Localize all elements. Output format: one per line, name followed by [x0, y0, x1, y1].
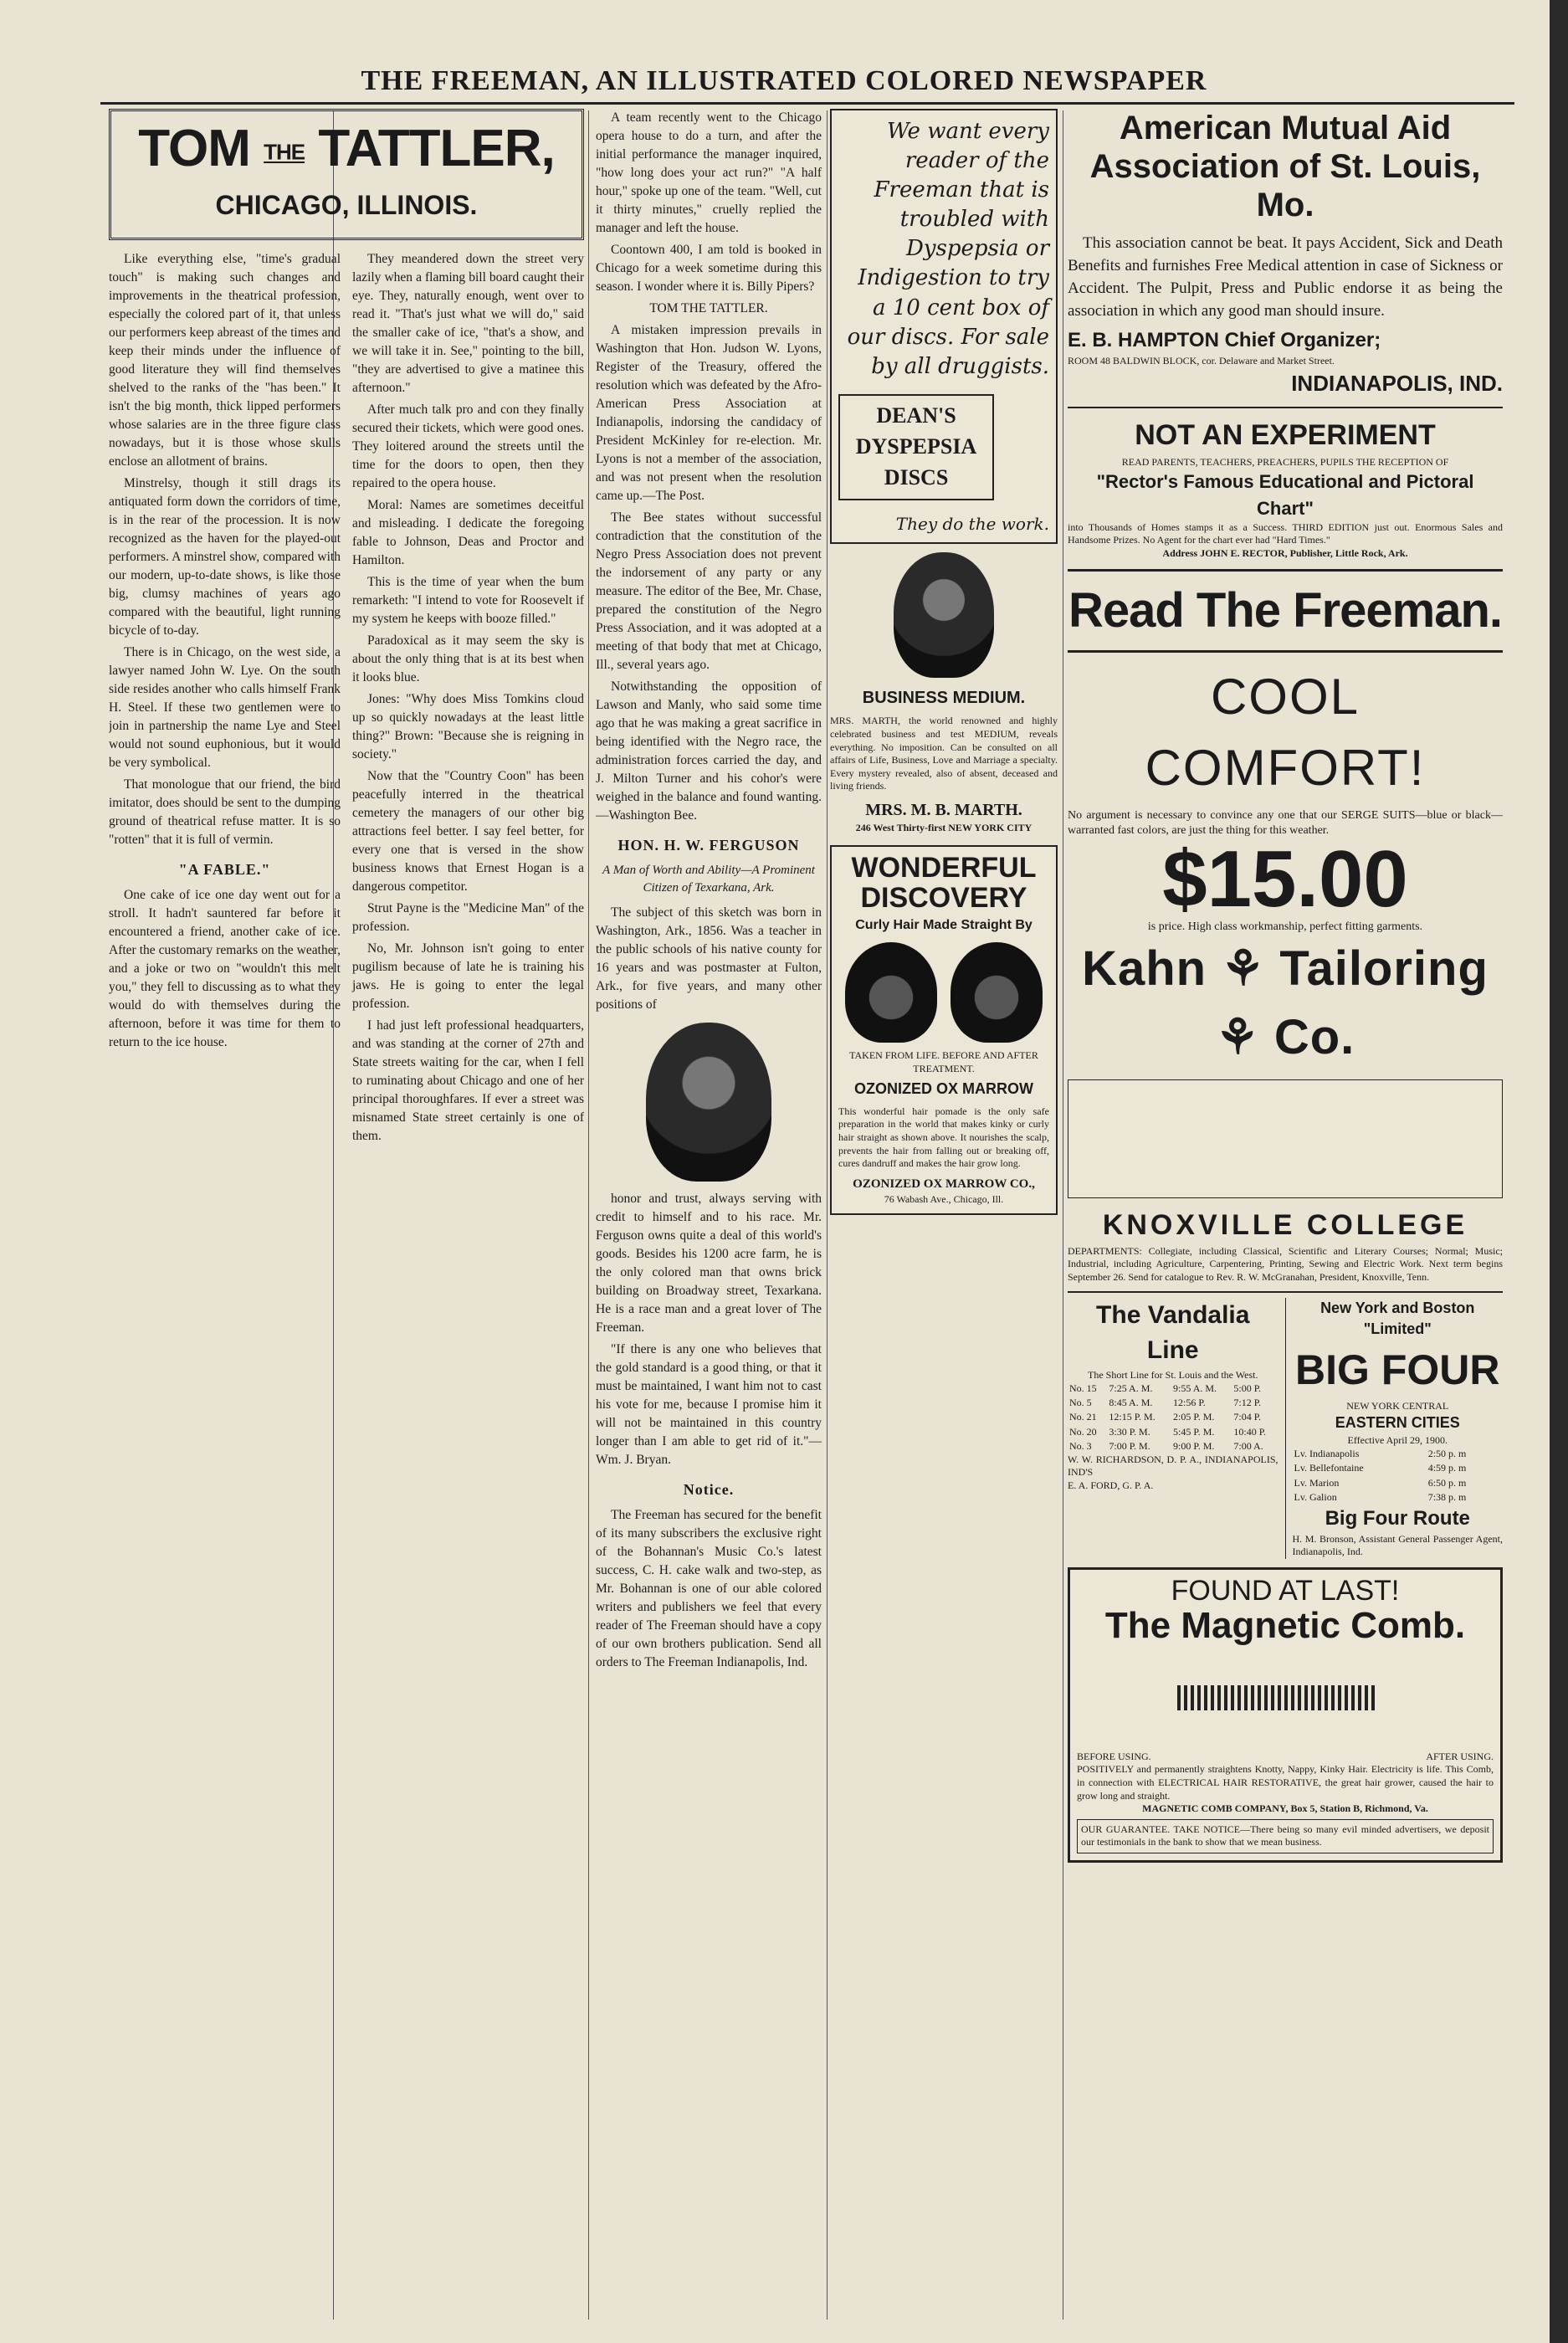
timetable-cell: No. 20	[1069, 1425, 1097, 1438]
right-ads-column	[1068, 109, 1503, 2326]
hampton-name: E. B. HAMPTON Chief Organizer;	[1068, 328, 1381, 351]
ozonized-company: OZONIZED OX MARROW CO.,	[853, 1177, 1035, 1191]
cool-comfort: COOL COMFORT!	[1145, 668, 1426, 797]
timetable-cell: 7:04 P.	[1233, 1411, 1262, 1423]
timetable-cell: Lv. Galion	[1294, 1490, 1337, 1503]
timetable-cell: No. 3	[1069, 1439, 1092, 1452]
timetable-cell: Lv. Marion	[1294, 1476, 1340, 1489]
notice-heading: Notice.	[683, 1481, 735, 1499]
signature: TOM THE TATTLER.	[649, 301, 768, 315]
timetable-row	[1293, 1447, 1504, 1461]
timetable-row	[1068, 1425, 1278, 1439]
column-divider	[827, 110, 828, 2320]
paragraph: Now that the "Country Coon" has been peacefully interred in the theatrical cemetery the managers of our other big attractions feel better. I say feel better, for every one that is versed in the show business knows that Ernest Hogan is a dangerous competitor.	[352, 769, 584, 895]
marth-name: MRS. M. B. MARTH.	[865, 800, 1022, 819]
timetable-row	[1068, 1439, 1278, 1453]
timetable-cell: 7:38 p. m	[1427, 1490, 1467, 1503]
medium-title: BUSINESS MEDIUM.	[862, 689, 1026, 707]
timetable-cell: No. 5	[1069, 1397, 1092, 1409]
vandalia-gpa: E. A. FORD, G. P. A.	[1068, 1479, 1154, 1491]
timetable-row	[1293, 1490, 1504, 1505]
timetable-cell: Lv. Bellefontaine	[1294, 1462, 1364, 1474]
amaa-text: This association cannot be beat. It pays Accident, Sick and Death Benefits and furnishes Free Medical attention in case of Sickness or Accident. The Pulpit, Press and Public endorse it as being the association in which any good man should insure.	[1068, 234, 1503, 320]
medium-portrait	[894, 552, 994, 678]
timetable-cell: 9:55 A. M.	[1173, 1382, 1217, 1395]
paragraph: Like everything else, "time's gradual touch" is making such changes and improvements in the theatrical profession, especially the colored part of it, that unless our performers keep abreast of the times and keep their minds under the influence of good literature they will find themselves shelved to the ranks of the "has been." It isn't the big month, thick lipped performers whose salaries are in the three figure class nowadays, but it is those whose skulls enclose an allotment of brains.	[109, 252, 341, 469]
knoxville-text: DEPARTMENTS: Collegiate, including Classical, Scientific and Literary Courses; Normal; Music; Industrial, including Agriculture, Carpentering, Printing, Sewing and Electric Work. Next term begins September 26. Send for catalogue to Rev. R. W. McGranahan, President, Knoxville, Tenn.	[1068, 1244, 1503, 1284]
big-four-east: EASTERN CITIES	[1335, 1414, 1460, 1432]
timetable-cell: 6:50 p. m	[1427, 1476, 1467, 1489]
ozonized-text: This wonderful hair pomade is the only safe preparation in the world that makes kinky or curly hair straight as shown above. It nourishes the scalp, prevents the hair from falling out or breaking off, cures dandruff and makes the hair grow long.	[838, 1105, 1049, 1170]
big-four-nyc: NEW YORK CENTRAL	[1346, 1399, 1449, 1412]
paragraph: A mistaken impression prevails in Washington that Hon. Judson W. Lyons, Register of the Treasury, offered the resolution which was defeated by the Afro-American Press Association at Indianapolis, indorsing the candidacy of President McKinley for re-election. Mr. Lyons is not a member of the association, and was not present when the resolution came up.—The Post.	[596, 323, 822, 503]
kahn-tailoring: Kahn ⚘ Tailoring ⚘ Co.	[1082, 941, 1489, 1065]
paragraph: Moral: Names are sometimes deceitful and misleading. I dedicate the foregoing fable to Johnson, Deas and Proctor and Hamilton.	[352, 498, 584, 568]
comb-company: MAGNETIC COMB COMPANY, Box 5, Station B, Richmond, Va.	[1142, 1802, 1428, 1815]
timetable-row	[1068, 1382, 1278, 1396]
paragraph: The subject of this sketch was born in Washington, Ark., 1856. Was a teacher in the public schools of his native county for 16 years and was postmaster at Fulton, Ark., for five years, and many other positions of	[596, 905, 822, 1013]
vandalia-timetable	[1068, 1382, 1278, 1453]
college-illustration	[1068, 1079, 1503, 1198]
hampton-city: INDIANAPOLIS, IND.	[1291, 370, 1503, 396]
hampton-room: ROOM 48 BALDWIN BLOCK, cor. Delaware and Market Street.	[1068, 354, 1335, 367]
paragraph: honor and trust, always serving with credit to himself and to his race. Mr. Ferguson owns quite a deal of this world's goods. Besides his 1200 acre farm, he is the only colored man that owns brick building on Broadway street, Texarkana. He is a race man and a great lover of The Freeman.	[596, 1192, 822, 1336]
timetable-cell: 2:50 p. m	[1427, 1448, 1467, 1460]
paragraph: There is in Chicago, on the west side, a lawyer named John W. Lye. On the south side resides another who calls himself Frank H. Steel. If these two gentlemen were to join in partnership the name Lye and Steel would not sound euphonious, but it would be very symbolical.	[109, 645, 341, 771]
comb-guarantee: OUR GUARANTEE. TAKE NOTICE—There being so many evil minded advertisers, we deposit our testimonials in the bank to show that we mean business.	[1077, 1819, 1494, 1853]
timetable-cell: Lv. Indianapolis	[1294, 1448, 1360, 1460]
paragraph: Jones: "Why does Miss Tomkins cloud up so quickly nowadays at the least little thing?" Brown: "Because she is reigning in society."	[352, 692, 584, 762]
timetable-cell: 3:30 P. M.	[1109, 1425, 1150, 1438]
tattler-col-left	[109, 250, 341, 1149]
paragraph: Notwithstanding the opposition of Lawson and Manly, who said some time ago that he was making a great sacrifice in being identified with the Negro race, the administration forces carried the day, and J. Milton Turner and his cohor's were weighed in the balance and found wanting.—Washington Bee.	[596, 679, 822, 823]
after-using: AFTER USING.	[1426, 1750, 1494, 1762]
experiment-address: Address JOHN E. RECTOR, Publisher, Little Rock, Ark.	[1162, 546, 1408, 559]
business-medium-ad	[830, 552, 1058, 835]
timetable-cell: 7:12 P.	[1233, 1397, 1262, 1409]
masthead: THE FREEMAN, AN ILLUSTRATED COLORED NEWSPAPER	[361, 65, 1207, 96]
timetable-cell: 9:00 P. M.	[1173, 1439, 1215, 1452]
timetable-cell: 12:56 P.	[1173, 1397, 1206, 1409]
before-after-images	[838, 942, 1049, 1043]
masthead-rule	[100, 102, 1514, 105]
big-four-title: BIG FOUR	[1295, 1346, 1500, 1393]
knoxville-college: KNOXVILLE COLLEGE	[1102, 1208, 1468, 1241]
page-edge-shadow	[1550, 0, 1568, 2343]
dean-dyspepsia-ad	[830, 109, 1058, 544]
paragraph: Minstrelsy, though it still drags its antiquated form down the corridors of time, is in the rear of the procession. It is now recognized as the haven for the played-out performers. A minstrel show, compared with our modern, up-to-date shows, is like those big, clumsy machines of years ago compared with the beautiful, light running bicycle of to-day.	[109, 476, 341, 638]
big-four-ad	[1285, 1298, 1504, 1559]
timetable-cell: 8:45 A. M.	[1109, 1397, 1153, 1409]
vandalia-title: The Vandalia Line	[1096, 1300, 1250, 1365]
vandalia-ad	[1068, 1298, 1278, 1559]
timetable-row	[1068, 1396, 1278, 1410]
big-four-timetable	[1293, 1447, 1504, 1504]
serge-text: No argument is necessary to convince any one that our SERGE SUITS—blue or black—warranted fast colors, are just the thing for this weather.	[1068, 809, 1503, 838]
paragraph: They meandered down the street very lazily when a flaming bill board caught their eye. They, naturally enough, went over to read it. "That's just what we will do," said the smaller cake of ice, "that's a show, and we will take it in. See," pointing to the bill, "they are advertised to give a matinee this afternoon."	[352, 252, 584, 396]
magnetic-comb-title: The Magnetic Comb.	[1104, 1604, 1466, 1646]
middle-ads-column	[830, 109, 1058, 2326]
big-four-effective: Effective April 29, 1900.	[1347, 1433, 1448, 1446]
experiment-chart: "Rector's Famous Educational and Pictoral Chart"	[1096, 471, 1474, 519]
medium-text: MRS. MARTH, the world renowned and highly celebrated business and test MEDIUM, reveals everything. No imposition. Can be consulted on all affairs of Life, Business, Love and Marriage a specialty. Every mystery revealed, also of absent, deceased and living friends.	[830, 715, 1058, 792]
paragraph: A team recently went to the Chicago opera house to do a turn, and after the initial performance the manager inquired, "how long does your act run?" "A half hour," spoke up one of the team. "Well, cut it thirty minutes," cruelly replied the manager and left the house.	[596, 110, 822, 235]
timetable-cell: 7:00 A.	[1233, 1439, 1263, 1452]
before-using: BEFORE USING.	[1077, 1750, 1151, 1762]
timetable-cell: 5:45 P. M.	[1173, 1425, 1215, 1438]
tattler-heading-box	[109, 109, 584, 240]
comb-text: POSITIVELY and permanently straightens Knotty, Nappy, Kinky Hair. Electricity is life. This Comb, in connection with ELECTRICAL HAIR RESTORATIVE, the great hair grower, caused the hair to grow long and straight.	[1077, 1763, 1494, 1802]
paragraph: Coontown 400, I am told is booked in Chicago for a week sometime during this season. I wonder where it is. Billy Pipers?	[596, 243, 822, 294]
paragraph: This is the time of year when the bum remarketh: "I intend to vote for Roosevelt if my system he keeps with booze filled."	[352, 575, 584, 627]
paragraph: I had just left professional headquarters, and was standing at the corner of 27th and State streets waiting for the car, when I fell to ruminating about Chicago and one of her principal thoroughfares. If ever a street was misnamed State street certainly is one of them.	[352, 1018, 584, 1144]
before-after-caption: TAKEN FROM LIFE. BEFORE AND AFTER TREATMENT.	[849, 1049, 1038, 1074]
timetable-cell: 12:15 P. M.	[1109, 1411, 1156, 1423]
timetable-cell: 7:25 A. M.	[1109, 1382, 1153, 1395]
before-head	[845, 942, 937, 1043]
price-note: is price. High class workmanship, perfect fitting garments.	[1147, 920, 1423, 933]
read-the-freeman: Read The Freeman.	[1068, 569, 1503, 653]
tattler-title: TOM THE TATTLER,	[138, 120, 555, 177]
amaa-title: American Mutual Aid Association of St. Louis, Mo.	[1089, 110, 1481, 223]
big-four-route: Big Four Route	[1325, 1506, 1470, 1530]
vandalia-agent: W. W. RICHARDSON, D. P. A., INDIANAPOLIS, IND'S	[1068, 1453, 1278, 1479]
comb-illustration	[1077, 1652, 1494, 1744]
paragraph: After much talk pro and con they finally secured their tickets, which were good ones. They loitered around the streets until the time for the doors to open, then they repaired to the opera house.	[352, 402, 584, 491]
experiment-line: READ PARENTS, TEACHERS, PREACHERS, PUPILS THE RECEPTION OF	[1121, 455, 1449, 468]
timetable-cell: No. 21	[1069, 1411, 1097, 1423]
dean-logo: DEAN'S DYSPEPSIA DISCS	[838, 394, 994, 500]
timetable-cell: 7:00 P. M.	[1109, 1439, 1150, 1452]
paragraph: The Freeman has secured for the benefit of its many subscribers the exclusive right of the Bohannan's Music Co.'s latest success, C. H. cake walk and two-step, as Mr. Bohannan is one of our able colored writers and publishers we feel that every reader of The Freeman should have a copy of our own brothers publication. Send all orders to The Freeman Indianapolis, Ind.	[596, 1507, 822, 1669]
curly-hair-line: Curly Hair Made Straight By	[855, 918, 1033, 933]
paragraph: Paradoxical as it may seem the sky is about the only thing that is at its best when it looks blue.	[352, 633, 584, 685]
marth-address: 246 West Thirty-first NEW YORK CITY	[855, 822, 1033, 834]
paragraph: No, Mr. Johnson isn't going to enter pugilism because of late he is training his jaws. He is going to enter the legal profession.	[352, 941, 584, 1012]
ozonized-address: 76 Wabash Ave., Chicago, Ill.	[884, 1193, 1004, 1206]
big-four-agent: H. M. Bronson, Assistant General Passenger Agent, Indianapolis, Ind.	[1292, 1532, 1503, 1558]
dean-tagline: They do the work.	[895, 514, 1049, 534]
fable-heading: "A FABLE."	[178, 861, 271, 879]
tattler-location: CHICAGO, ILLINOIS.	[215, 190, 478, 220]
tattler-col-right	[352, 250, 584, 1149]
vandalia-sub: The Short Line for St. Louis and the West.	[1088, 1368, 1258, 1381]
timetable-cell: 10:40 P.	[1233, 1425, 1267, 1438]
timetable-cell: 5:00 P.	[1233, 1382, 1262, 1395]
big-four-top: New York and Boston "Limited"	[1320, 1299, 1475, 1338]
paragraph: That monologue that our friend, the bird imitator, does should be sent to the dumping ground of theatrical refuse matter. It is so "rotten" that it is full of vermin.	[109, 777, 341, 848]
timetable-row	[1068, 1410, 1278, 1424]
ozonized-title: OZONIZED OX MARROW	[854, 1080, 1033, 1098]
experiment-text: into Thousands of Homes stamps it as a Success. THIRD EDITION just out. Enormous Sales and Handsome Prizes. No Agent for the chart ever had "Hard Times."	[1068, 520, 1503, 546]
after-head	[951, 942, 1043, 1043]
paragraph: Strut Payne is the "Medicine Man" of the profession.	[352, 901, 584, 935]
dean-handwritten-text: We want every reader of the Freeman that is troubled with Dyspepsia or Indigestion to try a 10 cent box of our discs. For sale by all druggists.	[847, 119, 1049, 379]
timetable-row	[1293, 1476, 1504, 1490]
timetable-cell: 4:59 p. m	[1427, 1462, 1467, 1474]
paragraph: "If there is any one who believes that the gold standard is a good thing, or that it must be maintained, I want him not to cast his vote for me, because I promise him it will not be maintained in this country longer than I am able to get rid of it."—Wm. J. Bryan.	[596, 1342, 822, 1468]
ferguson-subheading: A Man of Worth and Ability—A Prominent Citizen of Texarkana, Ark.	[602, 863, 815, 895]
paragraph: The Bee states without successful contradiction that the constitution of the Negro Press Association does not prevent the indorsement of any party or any measure. The editor of the Bee, Mr. Chase, prepared the constitution of the Negro Press Association, and it was adopted at a meeting of that body that met at Chicago, Ill., several years ago.	[596, 510, 822, 672]
found-at-last: FOUND AT LAST!	[1171, 1574, 1400, 1607]
column-three	[596, 109, 822, 2326]
magnetic-comb-ad	[1068, 1567, 1503, 1863]
ferguson-heading: HON. H. W. FERGUSON	[617, 837, 800, 854]
timetable-row	[1293, 1461, 1504, 1475]
wonderful-discovery: WONDERFUL DISCOVERY	[851, 851, 1037, 914]
tattler-article	[109, 109, 584, 2326]
price: $15.00	[1162, 833, 1408, 924]
timetable-cell: No. 15	[1069, 1382, 1097, 1395]
experiment-title: NOT AN EXPERIMENT	[1135, 419, 1436, 452]
ox-marrow-ad	[830, 845, 1058, 1215]
timetable-cell: 2:05 P. M.	[1173, 1411, 1215, 1423]
railway-ads	[1068, 1291, 1503, 1559]
ferguson-portrait	[646, 1023, 771, 1182]
column-divider	[588, 110, 589, 2320]
rector-ad	[1068, 407, 1503, 560]
paragraph: One cake of ice one day went out for a stroll. It hadn't sauntered far before it encountered a friend, another cake of ice. After the customary remarks on the weather, and a joke or two on "wouldn't this melt you," they fell to discussing as to what they would do with themselves during the afternoon, before it was time for them to return to the ice house.	[109, 887, 341, 1049]
